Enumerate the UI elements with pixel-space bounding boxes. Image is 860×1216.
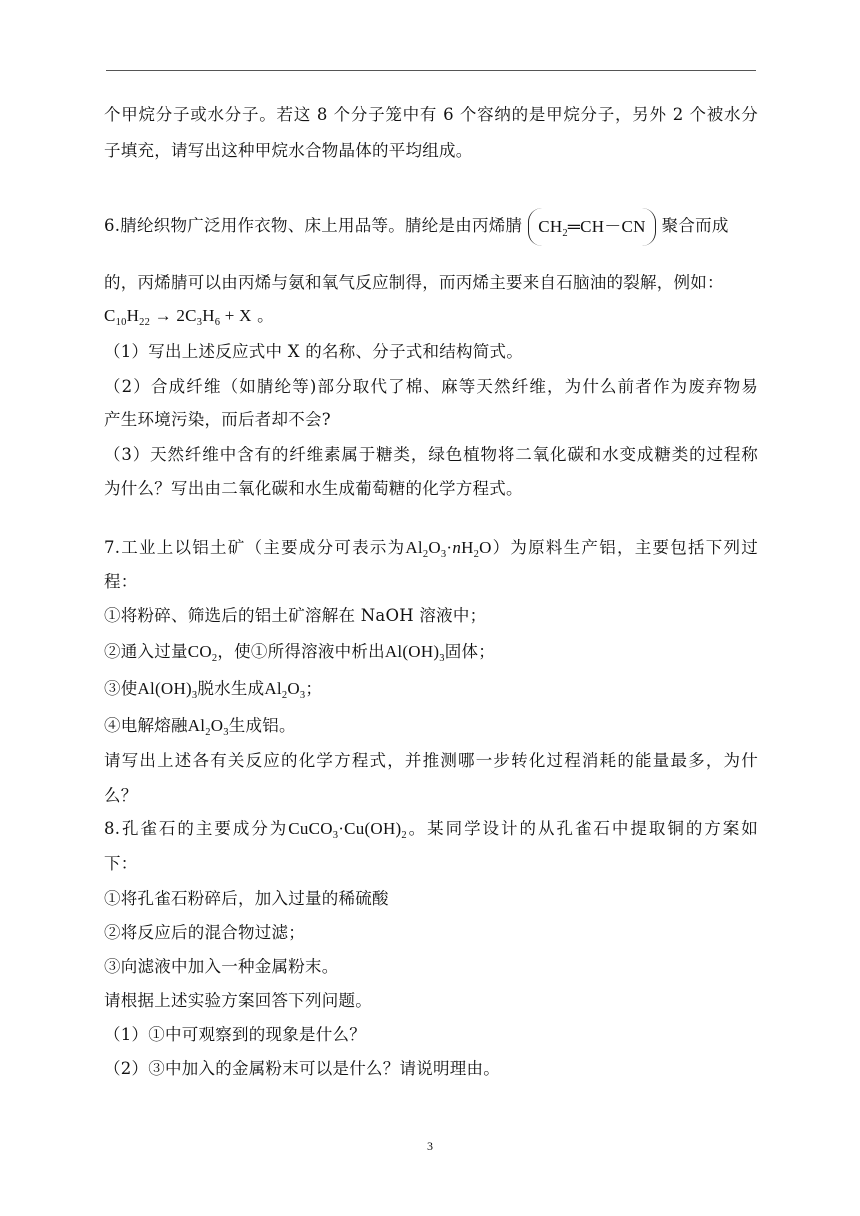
q6-line-2: 的，丙烯腈可以由丙烯与氨和氧气反应制得，而丙烯主要来自石脑油的裂解，例如： <box>104 273 724 292</box>
acrylonitrile-formula: $CH_2═CH-CN$ <box>528 208 655 246</box>
q8-step-2: ②将反应后的混合物过滤； <box>104 923 305 942</box>
q5-line-2: 子填充，请写出这种甲烷水合物晶体的平均组成。 <box>104 141 473 160</box>
q8-question: 请根据上述实验方案回答下列问题。 <box>104 991 372 1010</box>
q7-step-2: ②通入过量$CO_2$，使①所得溶液中析出$Al(OH)_3$固体； <box>104 642 496 664</box>
q7-step-3: ③使$Al(OH)_3$脱水生成$Al_2O_3$； <box>104 679 323 701</box>
page-number: 3 <box>427 1139 433 1153</box>
q8-part-1: （1）①中可观察到的现象是什么？ <box>104 1025 366 1044</box>
q8-part-2: （2）③中加入的金属粉末可以是什么？请说明理由。 <box>104 1059 500 1078</box>
q8-step-3: ③向滤液中加入一种金属粉末。 <box>104 957 339 976</box>
q7-question-b: 么？ <box>104 786 138 805</box>
q6-equation: $C_{10}H_{22} \to 2C_3H_6 + X$ 。 <box>104 306 274 328</box>
q7-intro-line: 7.工业上以铝土矿（主要成分可表示为$Al_2O_3\cdot nH_2O$）为原料生产铝，主要包括下列过 <box>104 538 759 560</box>
q7-step-1: ①将粉碎、筛选后的铝土矿溶解在 NaOH 溶液中； <box>104 606 487 625</box>
q6-intro-text-a: 6.腈纶织物广泛用作衣物、床上用品等。腈纶是由丙烯腈 <box>104 216 523 235</box>
q5-line-1: 个甲烷分子或水分子。若这 8 个分子笼中有 6 个容纳的是甲烷分子，另外 2 个被水分 <box>104 105 758 124</box>
header-rule <box>106 70 756 71</box>
q7-question-a: 请写出上述各有关反应的化学方程式，并推测哪一步转化过程消耗的能量最多，为什 <box>104 751 758 770</box>
q6-part-2-a: （2）合成纤维（如腈纶等)部分取代了棉、麻等天然纤维，为什么前者作为废弃物易 <box>104 377 758 396</box>
q8-intro-line-2: 下： <box>104 854 138 873</box>
q7-intro-line-2: 程： <box>104 572 138 591</box>
q6-part-3-a: （3）天然纤维中含有的纤维素属于糖类，绿色植物将二氧化碳和水变成糖类的过程称 <box>104 445 758 464</box>
q6-part-2-b: 产生环境污染，而后者却不会? <box>104 410 331 429</box>
q7-step-4: ④电解熔融$Al_2O_3$生成铝。 <box>104 716 296 738</box>
q6-intro-text-b: 聚合而成 <box>661 216 729 235</box>
q8-intro-line: 8.孔雀石的主要成分为$CuCO_3\cdot Cu(OH)_2$。某同学设计的从孔雀石中提取铜的方案如 <box>104 819 759 841</box>
q6-part-1: （1）写出上述反应式中 X 的名称、分子式和结构简式。 <box>104 342 523 361</box>
q6-part-3-b: 为什么？写出由二氧化碳和水生成葡萄糖的化学方程式。 <box>104 479 523 498</box>
q8-step-1: ①将孔雀石粉碎后，加入过量的稀硫酸 <box>104 889 389 908</box>
q6-intro-line <box>104 204 758 248</box>
